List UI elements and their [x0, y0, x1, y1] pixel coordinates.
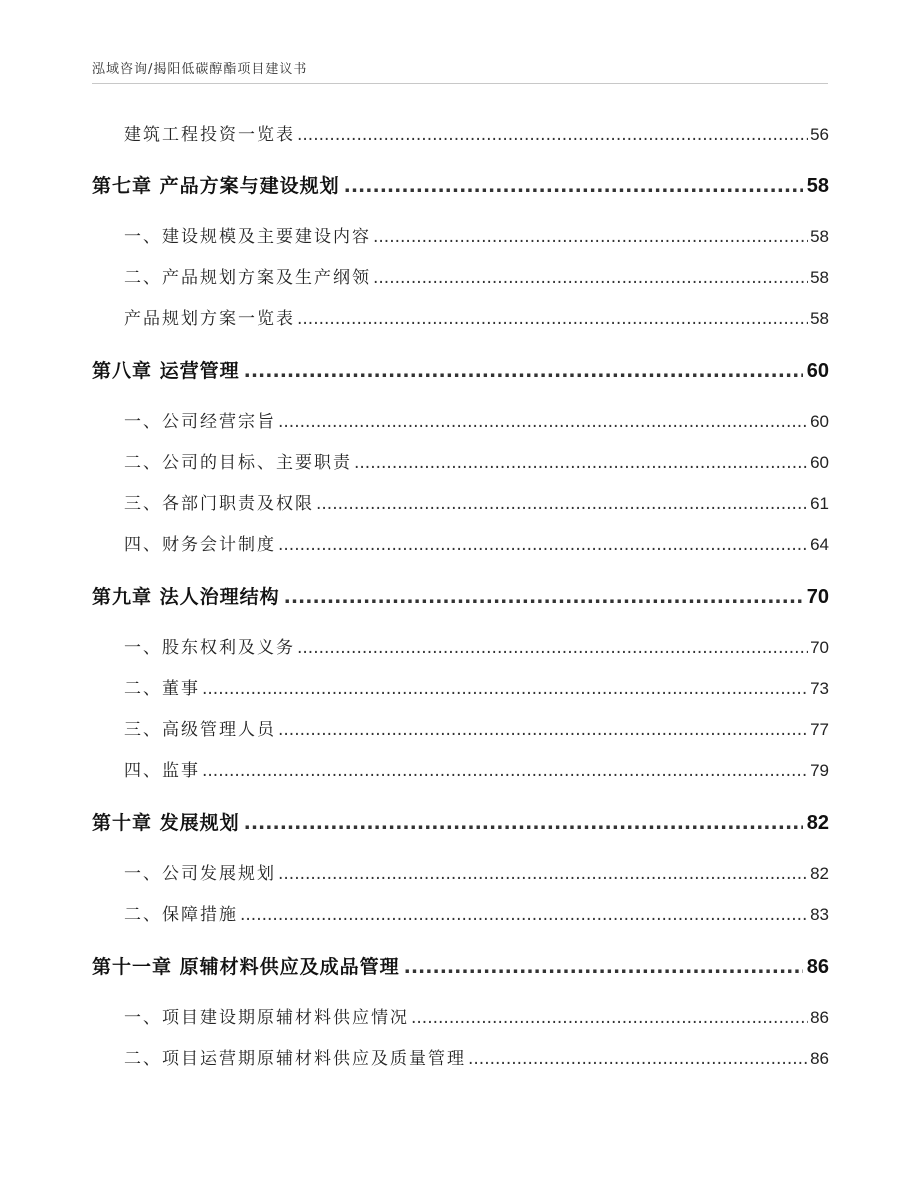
toc-section-entry[interactable]: [124, 680, 829, 698]
toc-dot-leader: [316, 496, 808, 513]
toc-entry-title: 各部门职责及权限: [162, 494, 314, 514]
toc-dot-leader: [344, 177, 803, 196]
toc-entry-title: 产品规划方案及生产纲领: [162, 268, 371, 288]
toc-entry-number: 一、: [124, 227, 162, 247]
toc-page-number: 70: [806, 586, 829, 608]
toc-entry-title: 公司发展规划: [162, 864, 276, 884]
toc-entry-title: 第七章 产品方案与建设规划: [92, 175, 340, 197]
toc-chapter-entry[interactable]: [92, 587, 829, 607]
toc-dot-leader: [202, 763, 808, 780]
toc-entry-number: 四、: [124, 535, 162, 555]
toc-entry-number: 二、: [124, 679, 162, 699]
toc-entry-number: 三、: [124, 494, 162, 514]
toc-entry-title: 产品规划方案一览表: [124, 309, 295, 329]
toc-section-entry[interactable]: [124, 1009, 829, 1027]
toc-section-entry[interactable]: [124, 495, 829, 513]
toc-dot-leader: [278, 866, 808, 883]
toc-chapter-entry[interactable]: [92, 957, 829, 977]
toc-entry-title: 高级管理人员: [162, 720, 276, 740]
toc-chapter-entry[interactable]: [92, 361, 829, 381]
toc-page-number: 58: [806, 175, 829, 197]
toc-section-entry[interactable]: [124, 454, 829, 472]
toc-entry-title: 建设规模及主要建设内容: [162, 227, 371, 247]
toc-dot-leader: [240, 907, 808, 924]
toc-dot-leader: [244, 362, 803, 381]
toc-page-number: 60: [810, 453, 829, 472]
toc-entry-title: 第九章 法人治理结构: [92, 586, 280, 608]
toc-entry-title: 财务会计制度: [162, 535, 276, 555]
toc-chapter-entry[interactable]: [92, 813, 829, 833]
toc-section-entry[interactable]: [124, 639, 829, 657]
toc-dot-leader: [297, 311, 808, 328]
toc-dot-leader: [373, 270, 808, 287]
toc-dot-leader: [284, 588, 803, 607]
toc-section-entry[interactable]: [124, 228, 829, 246]
toc-page-number: 61: [810, 494, 829, 513]
toc-entry-title: 第十章 发展规划: [92, 812, 240, 834]
toc-page-number: 82: [810, 864, 829, 883]
toc-entry-title: 董事: [162, 679, 200, 699]
toc-entry-title: 项目建设期原辅材料供应情况: [162, 1008, 409, 1028]
toc-page-number: 60: [810, 412, 829, 431]
toc-entry-number: 一、: [124, 864, 162, 884]
toc-dot-leader: [468, 1051, 808, 1068]
toc-entry-title: 建筑工程投资一览表: [124, 125, 295, 145]
toc-page-number: 82: [806, 812, 829, 834]
toc-section-entry[interactable]: [124, 762, 829, 780]
toc-chapter-entry[interactable]: [92, 176, 829, 196]
toc-page-number: 70: [810, 638, 829, 657]
toc-entry-number: 一、: [124, 638, 162, 658]
toc-dot-leader: [354, 455, 808, 472]
toc-entry-title: 保障措施: [162, 905, 238, 925]
toc-page-number: 79: [810, 761, 829, 780]
toc-dot-leader: [297, 640, 808, 657]
toc-dot-leader: [404, 958, 803, 977]
toc-entry-number: 一、: [124, 1008, 162, 1028]
toc-page-number: 83: [810, 905, 829, 924]
toc-page-number: 86: [810, 1049, 829, 1068]
toc-entry-number: 二、: [124, 1049, 162, 1069]
toc-page-number: 58: [810, 309, 829, 328]
toc-page-number: 77: [810, 720, 829, 739]
toc-section-entry[interactable]: [124, 536, 829, 554]
toc-section-entry[interactable]: [124, 865, 829, 883]
toc-entry-title: 股东权利及义务: [162, 638, 295, 658]
toc-page-number: 58: [810, 227, 829, 246]
toc-page-number: 86: [810, 1008, 829, 1027]
toc-entry-title: 公司的目标、主要职责: [162, 453, 352, 473]
toc-page-number: 56: [810, 125, 829, 144]
toc-entry-title: 第八章 运营管理: [92, 360, 240, 382]
toc-dot-leader: [244, 814, 803, 833]
toc-dot-leader: [202, 681, 808, 698]
toc-entry-number: 四、: [124, 761, 162, 781]
toc-page-number: 64: [810, 535, 829, 554]
toc-section-entry[interactable]: [124, 1050, 829, 1068]
toc-entry-title: 项目运营期原辅材料供应及质量管理: [162, 1049, 466, 1069]
toc-dot-leader: [297, 127, 808, 144]
toc-dot-leader: [278, 722, 808, 739]
toc-page-number: 58: [810, 268, 829, 287]
toc-entry-title: 公司经营宗旨: [162, 412, 276, 432]
toc-dot-leader: [373, 229, 808, 246]
toc-dot-leader: [278, 537, 808, 554]
toc-page-number: 86: [806, 956, 829, 978]
toc-section-entry[interactable]: [124, 721, 829, 739]
page-header: 泓域咨询/揭阳低碳醇酯项目建议书: [92, 58, 828, 84]
toc-page-number: 73: [810, 679, 829, 698]
toc-entry-title: 监事: [162, 761, 200, 781]
toc-section-entry[interactable]: [124, 413, 829, 431]
toc-dot-leader: [278, 414, 808, 431]
toc-entry-title: 第十一章 原辅材料供应及成品管理: [92, 956, 400, 978]
toc-section-entry[interactable]: [124, 310, 829, 328]
toc-section-entry[interactable]: [124, 906, 829, 924]
toc-entry-number: 二、: [124, 453, 162, 473]
toc-entry-number: 二、: [124, 905, 162, 925]
toc-page-number: 60: [806, 360, 829, 382]
toc-dot-leader: [411, 1010, 808, 1027]
toc-entry-number: 二、: [124, 268, 162, 288]
toc-section-entry[interactable]: [124, 269, 829, 287]
toc-entry-number: 三、: [124, 720, 162, 740]
toc-entry-number: 一、: [124, 412, 162, 432]
toc-section-entry[interactable]: [124, 126, 829, 144]
